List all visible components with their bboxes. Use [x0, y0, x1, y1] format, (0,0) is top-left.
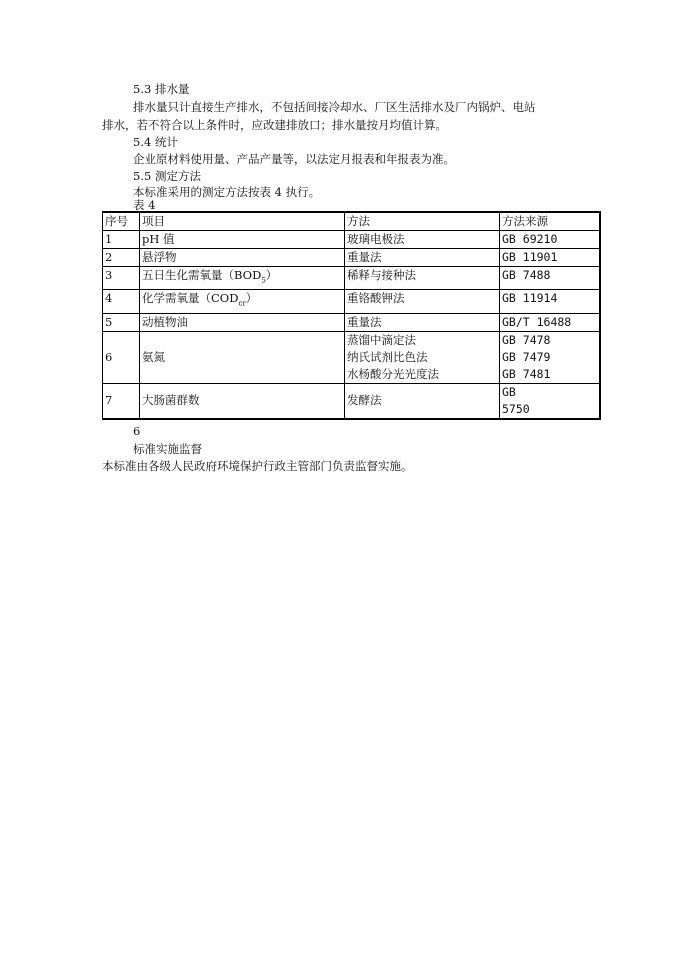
- row-methods: [345, 331, 500, 383]
- row-no: 6: [103, 331, 140, 383]
- row-method: 重量法: [345, 313, 500, 331]
- row-item: 大肠菌群数: [140, 383, 345, 419]
- table-row: [103, 383, 600, 419]
- header-cell-source: 方法来源: [500, 212, 600, 231]
- section-5-3-para-line2: 排水，若不符合以上条件时，应改建排放口；排水量按月均值计算。: [102, 118, 447, 132]
- row-item: 氨氮: [140, 331, 345, 383]
- row-method: 玻璃电极法: [345, 231, 500, 249]
- table-caption: 表 4: [133, 198, 156, 212]
- item-subscript: cr: [238, 299, 246, 308]
- row-method: 稀释与接种法: [345, 267, 500, 290]
- row-sources: [500, 383, 600, 419]
- row-source: GB/T 16488: [500, 313, 600, 331]
- item-subscript: 5: [261, 276, 266, 285]
- row-sources: [500, 331, 600, 383]
- row-item: 动植物油: [140, 313, 345, 331]
- row-source: GB 11914: [500, 290, 600, 313]
- table-row: [103, 249, 600, 267]
- section-6-heading: 标准实施监督: [133, 442, 202, 456]
- section-5-5-heading: 5.5 测定方法: [133, 169, 201, 183]
- row-no: 3: [103, 267, 140, 290]
- source-line: GB 7479: [502, 349, 551, 364]
- table-row: [103, 231, 600, 249]
- row-source: GB 69210: [500, 231, 600, 249]
- row-method: 重铬酸钾法: [345, 290, 500, 313]
- table-row: [103, 267, 600, 290]
- row-no: 2: [103, 249, 140, 267]
- source-line: GB 7481: [502, 366, 551, 381]
- header-cell-method: 方法: [345, 212, 500, 231]
- section-5-3-heading: 5.3 排水量: [133, 82, 190, 96]
- table-row: [103, 313, 600, 331]
- row-source: GB 7488: [500, 267, 600, 290]
- method-line: 水杨酸分光光度法: [347, 366, 439, 381]
- method-line: 蒸馏中滴定法: [347, 332, 416, 347]
- row-method: 重量法: [345, 249, 500, 267]
- table-row: [103, 290, 600, 313]
- row-item: [140, 267, 345, 290]
- method-line: 纳氏试剂比色法: [347, 349, 428, 364]
- row-item: 悬浮物: [140, 249, 345, 267]
- table-header-row: [103, 212, 600, 231]
- section-5-4-heading: 5.4 统计: [133, 135, 178, 149]
- item-text-end: ）: [245, 291, 258, 306]
- section-5-3-para-line1: 排水量只计直接生产排水，不包括间接冷却水、厂区生活排水及厂内锅炉、电站: [133, 100, 536, 114]
- row-item: pH 值: [140, 231, 345, 249]
- row-no: 4: [103, 290, 140, 313]
- section-5-5-para: 本标准采用的测定方法按表 4 执行。: [133, 185, 321, 199]
- section-6-para: 本标准由各级人民政府环境保护行政主管部门负责监督实施。: [102, 459, 413, 473]
- row-method: 发酵法: [345, 383, 500, 419]
- row-no: 1: [103, 231, 140, 249]
- row-item: [140, 290, 345, 313]
- row-no: 7: [103, 383, 140, 419]
- section-5-4-para: 企业原材料使用量、产品产量等，以法定月报表和年报表为准。: [133, 152, 455, 166]
- header-cell-item: 项目: [140, 212, 345, 231]
- table-row: [103, 331, 600, 383]
- item-text: 五日生化需氧量（BOD: [142, 268, 262, 282]
- item-text: 化学需氧量（COD: [142, 291, 239, 306]
- source-line: 5750: [502, 401, 530, 416]
- methods-table: [102, 211, 601, 420]
- source-line: GB: [502, 384, 516, 399]
- source-line: GB 7478: [502, 332, 551, 347]
- row-no: 5: [103, 313, 140, 331]
- header-cell-no: 序号: [103, 212, 140, 231]
- row-source: GB 11901: [500, 249, 600, 267]
- item-text-end: ）: [265, 268, 278, 282]
- section-6-number: 6: [133, 424, 141, 438]
